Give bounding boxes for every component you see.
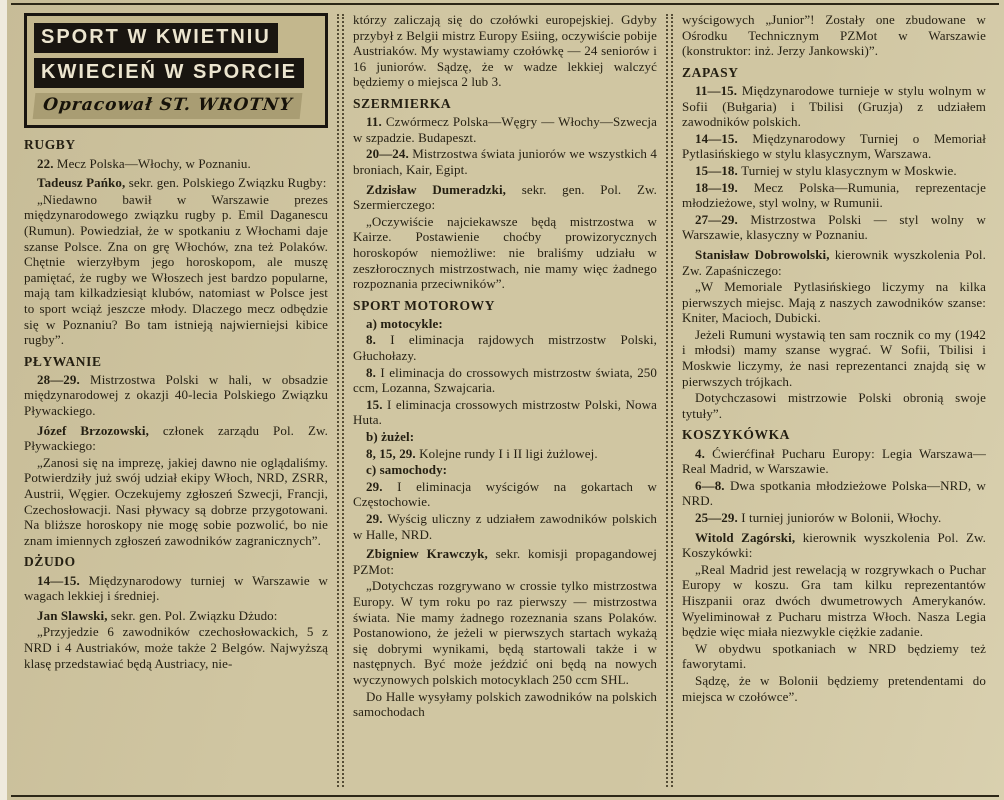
subsection-label: b) żużel:: [366, 429, 415, 445]
event-item: 15. I eliminacja crossowych mistrzostw Polski, Nowa Huta.: [353, 396, 658, 428]
column-divider: [666, 14, 673, 787]
event-item: 29. I eliminacja wyścigów na gokartach w Częstochowie.: [353, 478, 657, 510]
article-column: [682, 12, 986, 704]
event-item: 15—18. Turniej w stylu klasycznym w Moskwie.: [695, 162, 957, 178]
event-item: 27—29. Mistrzostwa Polski — styl wolny w Warszawie, klasyczny w Poznaniu.: [682, 211, 986, 243]
speaker-line: Zdzisław Dumeradzki, sekr. gen. Pol. Zw. Szermierczego:: [353, 181, 657, 213]
column-2: [344, 12, 666, 789]
bold-lead: 11.: [366, 114, 386, 130]
speaker-line: Witold Zagórski, kierownik wyszkolenia Pol. Zw. Koszykówki:: [682, 529, 986, 561]
event-item: 29. Wyścig uliczny z udziałem zawodników polskich w Halle, NRD.: [353, 511, 658, 542]
column-divider: [337, 14, 344, 787]
quote-paragraph: Sądzę, że w Bolonii będziemy pretendentami do miejsca w czołówce”.: [682, 672, 986, 704]
masthead: [24, 13, 328, 128]
column-1: [15, 12, 337, 789]
speaker-line: Stanisław Dobrowolski, kierownik wyszkolenia Pol. Zw. Zapaśniczego:: [682, 246, 986, 278]
bold-lead: 14—15.: [695, 130, 753, 146]
event-item: 14—15. Międzynarodowy Turniej o Memoriał Pytlasińskiego w stylu klasycznym, Warszawa.: [682, 130, 987, 162]
bold-lead: 29.: [366, 478, 398, 494]
event-item: 4. Ćwierćfinał Pucharu Europy: Legia Warszawa—Real Madrid, w Warszawie.: [682, 445, 986, 477]
speaker-line: Zbigniew Krawczyk, sekr. komisji propagandowej PZMot:: [353, 546, 657, 577]
speaker-line: Józef Brzozowski, członek zarządu Pol. Zw. Pływackiego:: [24, 422, 328, 454]
quote-paragraph: Dotychczasowi mistrzowie Polski obronią swoje tytuły”.: [682, 390, 986, 421]
section-heading: PŁYWANIE: [24, 353, 102, 369]
bold-lead: 29.: [366, 511, 388, 526]
bold-lead: Józef Brzozowski,: [37, 422, 163, 438]
event-item: 28—29. Mistrzostwa Polski w hali, w obsadzie międzynarodowej z okazji 40-lecia Polskiego Związku Pływackiego.: [24, 371, 328, 419]
bold-lead: 6—8.: [695, 477, 730, 493]
quote-paragraph: „Real Madrid jest rewelacją w rozgrywkach o Puchar Europy w koszu. Gra tam kilku reprezentantów Hiszpanii oraz dwóch dwumetrowych Amerykanów. Wyeliminował z Pucharu mistrza Włoch. Nasza Legia będzie więc miała niezwykle ciężkie zadanie.: [682, 561, 986, 640]
quote-paragraph: „W Memoriale Pytlasińskiego liczymy na kilka pierwszych miejsc. Mają z naszych zawodników szanse: Kniter, Macioch, Dubicki.: [682, 279, 986, 326]
quote-paragraph: „Dotychczas rozgrywano w crossie tylko mistrzostwa Europy. W tym roku po raz pierwszy — mistrzostwa świata. Nie mamy żadnego rozeznania szans Polaków. Postanowiono, że jeżeli w pierwszych startach wykażą się dobrymi wynikami, będą startowali także i w następnych. Być może jeździć oni będą na nowych wyczynowych polskich motocyklach 250 ccm SHL.: [353, 578, 657, 687]
subsection-label: c) samochody:: [366, 462, 448, 478]
article-frame: [11, 3, 999, 797]
masthead-byline-row: [34, 93, 318, 119]
masthead-byline: Opracował ST. WROTNY: [33, 93, 303, 119]
speaker-line: Tadeusz Pańko, sekr. gen. Polskiego Związku Rugby:: [37, 175, 327, 191]
bold-lead: Witold Zagórski,: [695, 529, 803, 545]
event-item: 8, 15, 29. Kolejne rundy I i II ligi żużlowej.: [366, 445, 598, 461]
event-item: 6—8. Dwa spotkania młodzieżowe Polska—NRD, w NRD.: [682, 477, 986, 509]
quote-paragraph: Do Halle wysyłamy polskich zawodników na polskich samochodach: [353, 688, 657, 720]
quote-paragraph: „Oczywiście najciekawsze będą mistrzostwa w Kairze. Postawienie choćby prowizorycznych horoskopów niemożliwe: nie braliśmy udziału w zeszłorocznych mistrzostwach, nie mamy więc żadnego rozpoznania przeciwników”.: [353, 213, 657, 292]
masthead-row-1: [34, 23, 318, 53]
masthead-title-line2: KWIECIEŃ W SPORCIE: [34, 58, 304, 88]
bold-lead: 25—29.: [695, 510, 742, 525]
column-3: [673, 12, 995, 789]
continued-paragraph: którzy zaliczają się do czołówki europejskiej. Gdyby przybył z Belgii mistrz Europy Esiing, oczywiście pobije Austriaków. My wystawiamy czołówkę — 24 seniorów i 16 juniorów. Sądzę, że w wadze lekkiej walczyć będziemy o miejsca 2 lub 3.: [353, 12, 657, 90]
bold-lead: 14—15.: [37, 572, 89, 588]
event-item: 11. Czwórmecz Polska—Węgry — Włochy—Szwecja w szpadzie. Budapeszt.: [353, 114, 657, 145]
quote-paragraph: „Zanosi się na imprezę, jakiej dawno nie oglądaliśmy. Potwierdziły już swój udział ekipy Włoch, NRD, ZSRR, Austrii, Węgier. Oczekujemy zgłoszeń Szwecji, Francji, Czechosłowacji. Nasi pływacy są dobrze przygotowani. Na bliższe horoskopy nie mogę sobie pozwolić, bo nie znam imiennych zgłoszeń zawodników zagranicznych”.: [24, 454, 328, 548]
section-heading: ZAPASY: [682, 64, 739, 80]
bold-lead: Zdzisław Dumeradzki,: [366, 181, 522, 197]
quote-paragraph: W obydwu spotkaniach w NRD będziemy też faworytami.: [682, 640, 986, 672]
bold-lead: 15.: [366, 396, 387, 412]
bold-lead: Jan Slawski,: [37, 607, 111, 623]
article-column: [353, 12, 657, 720]
quote-paragraph: „Przyjedzie 6 zawodników czechosłowackich, 5 z NRD i 4 Austriaków, może także 2 Belgów. Najwyższą klasę przedstawiać będą Austriacy, nie-: [24, 624, 328, 671]
subsection-label: a) motocykle:: [366, 315, 443, 331]
event-item: 20—24. Mistrzostwa świata juniorów we wszystkich 4 broniach, Kair, Egipt.: [353, 146, 657, 177]
section-heading: SPORT MOTOROWY: [353, 297, 496, 313]
section-heading: SZERMIERKA: [353, 95, 452, 111]
event-item: 8. I eliminacja rajdowych mistrzostw Polski, Głuchołazy.: [353, 332, 657, 364]
bold-lead: 8.: [366, 332, 391, 348]
event-item: 25—29. I turniej juniorów w Bolonii, Włochy.: [695, 510, 942, 525]
bold-lead: Tadeusz Pańko,: [37, 175, 129, 191]
bold-lead: 27—29.: [695, 211, 751, 227]
bold-lead: 22.: [37, 155, 57, 171]
continued-paragraph: wyścigowych „Junior”! Zostały one zbudowane w Ośrodku Technicznym PZMot w Warszawie (konstruktor: inż. Jerzy Jankowski)”.: [682, 12, 986, 59]
speaker-line: Jan Slawski, sekr. gen. Pol. Związku Dżudo:: [37, 607, 278, 623]
section-heading: RUGBY: [24, 137, 76, 153]
masthead-row-2: [34, 58, 318, 88]
quote-paragraph: „Niedawno bawił w Warszawie prezes międzynarodowego związku rugby p. Emil Daganescu (Rumun). Powiedział, że w spotkaniu z Włochami daje szanse Polsce. Zna on grę Włochów, zna też Polaków. Chętnie wierzyłbym jego horoskopom, ale muszę pamiętać, że rugby we Włoszech jest bardzo popularne, mają tam kilkadziesiąt klubów, natomiast w Polsce jest to sport wciąż jeszcze młody. Dlaczego mecz odbędzie się w Poznaniu? Bo tam istnieją najwierniejsi kibice rugby”.: [24, 191, 328, 348]
section-heading: KOSZYKÓWKA: [682, 427, 791, 443]
bold-lead: 15—18.: [695, 162, 742, 178]
quote-paragraph: Jeżeli Rumuni wystawią ten sam rocznik co my (1942 i młodsi) mamy szanse wygrać. W Sofii, Tbilisi i Moskwie liczymy, że nasi reprezentanci znajdą się w pierwszych trójkach.: [682, 326, 986, 389]
bold-lead: Stanisław Dobrowolski,: [695, 246, 835, 262]
bold-lead: 20—24.: [366, 146, 413, 162]
event-item: 18—19. Mecz Polska—Rumunia, reprezentacje młodzieżowe, styl wolny, w Rumunii.: [682, 179, 986, 211]
event-item: 22. Mecz Polska—Włochy, w Poznaniu.: [37, 155, 251, 171]
event-item: 14—15. Międzynarodowy turniej w Warszawie w wagach lekkiej i średniej.: [24, 572, 328, 604]
article-column: [24, 137, 328, 671]
event-item: 11—15. Międzynarodowe turnieje w stylu wolnym w Sofii (Bułgaria) i Tbilisi (Gruzja) z udziałem zawodników polskich.: [682, 82, 987, 130]
section-heading: DŻUDO: [24, 554, 76, 570]
bold-lead: 11—15.: [695, 82, 742, 98]
bold-lead: 18—19.: [695, 179, 754, 195]
scan-edge: [0, 0, 7, 800]
bold-lead: Zbigniew Krawczyk,: [366, 546, 496, 562]
masthead-title-line1: SPORT W KWIETNIU: [34, 23, 278, 53]
bold-lead: 28—29.: [37, 371, 91, 387]
bold-lead: 8.: [366, 364, 381, 380]
bold-lead: 8, 15, 29.: [366, 445, 420, 461]
event-item: 8. I eliminacja do crossowych mistrzostw świata, 250 ccm, Lozanna, Szwajcaria.: [353, 364, 657, 396]
bold-lead: 4.: [695, 445, 713, 461]
